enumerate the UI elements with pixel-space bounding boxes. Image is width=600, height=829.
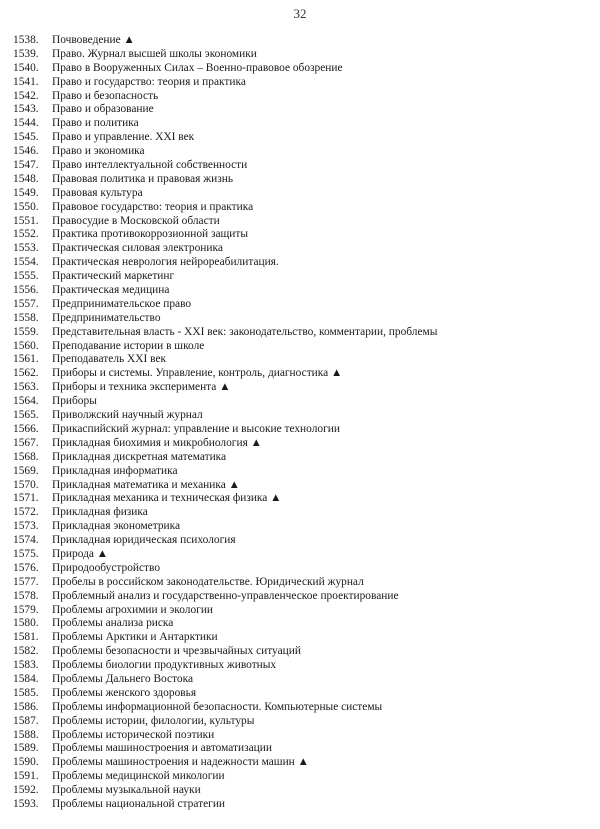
entry-number: 1556. <box>13 284 39 297</box>
list-item <box>13 729 588 743</box>
entry-title: Практический маркетинг <box>52 270 175 283</box>
entry-title: Практическая неврология нейрореабилитация. <box>52 256 279 269</box>
entry-number: 1570. <box>13 478 39 491</box>
list-item <box>13 673 588 687</box>
entry-title: Природообустройство <box>52 561 161 574</box>
entry-number: 1584. <box>13 672 39 685</box>
entry-number: 1579. <box>13 603 39 616</box>
entry-title: Практика противокоррозионной защиты <box>52 228 249 241</box>
entry-title: Приборы и системы. Управление, контроль, диагностика ▲ <box>52 367 343 380</box>
entry-number: 1572. <box>13 506 39 519</box>
entry-number: 1576. <box>13 561 39 574</box>
entry-title: Право и экономика <box>52 145 145 158</box>
list-item <box>13 145 588 159</box>
entry-title: Проблемы истории, филологии, культуры <box>52 714 255 727</box>
list-item <box>13 534 588 548</box>
entry-number: 1592. <box>13 784 39 797</box>
entry-number: 1562. <box>13 367 39 380</box>
list-item <box>13 590 588 604</box>
entry-number: 1554. <box>13 256 39 269</box>
list-item <box>13 409 588 423</box>
entry-title: Представительная власть - XXI век: законодательство, комментарии, проблемы <box>52 325 438 338</box>
list-item <box>13 353 588 367</box>
entry-number: 1563. <box>13 381 39 394</box>
entry-number: 1582. <box>13 645 39 658</box>
entry-title: Почвоведение ▲ <box>52 34 135 46</box>
journal-list <box>13 34 588 812</box>
entry-number: 1575. <box>13 547 39 560</box>
entry-title: Правовое государство: теория и практика <box>52 200 254 213</box>
entry-number: 1539. <box>13 47 39 60</box>
page-number: 32 <box>293 6 307 21</box>
list-item <box>13 423 588 437</box>
entry-title: Прикаспийский журнал: управление и высокие технологии <box>52 422 340 435</box>
entry-title: Природа ▲ <box>52 547 109 560</box>
list-item <box>13 784 588 798</box>
entry-number: 1560. <box>13 339 39 352</box>
entry-number: 1568. <box>13 450 39 463</box>
entry-number: 1550. <box>13 200 39 213</box>
list-item <box>13 312 588 326</box>
list-item <box>13 617 588 631</box>
entry-title: Проблемы Дальнего Востока <box>52 672 194 685</box>
list-item <box>13 131 588 145</box>
list-item <box>13 215 588 229</box>
entry-number: 1591. <box>13 770 39 783</box>
entry-title: Проблемы машиностроения и надежности машин ▲ <box>52 756 309 769</box>
entry-number: 1540. <box>13 61 39 74</box>
entry-number: 1566. <box>13 422 39 435</box>
list-item <box>13 562 588 576</box>
list-item <box>13 645 588 659</box>
entry-number: 1551. <box>13 214 39 227</box>
list-item <box>13 798 588 812</box>
list-item <box>13 631 588 645</box>
entry-number: 1538. <box>13 34 39 46</box>
entry-title: Правосудие в Московской области <box>52 214 220 227</box>
list-item <box>13 381 588 395</box>
entry-title: Проблемный анализ и государственно-управленческое проектирование <box>52 589 399 602</box>
list-item <box>13 479 588 493</box>
entry-title: Прикладная биохимия и микробиология ▲ <box>52 436 262 449</box>
entry-title: Проблемы национальной стратегии <box>52 797 226 810</box>
entry-number: 1565. <box>13 409 39 422</box>
entry-number: 1574. <box>13 534 39 547</box>
list-item <box>13 298 588 312</box>
entry-title: Пробелы в российском законодательстве. Юридический журнал <box>52 575 364 588</box>
entry-number: 1544. <box>13 117 39 130</box>
entry-title: Приволжский научный журнал <box>52 409 203 422</box>
list-item <box>13 62 588 76</box>
list-item <box>13 451 588 465</box>
entry-number: 1545. <box>13 131 39 144</box>
list-item <box>13 548 588 562</box>
entry-number: 1587. <box>13 714 39 727</box>
list-item <box>13 187 588 201</box>
list-item <box>13 201 588 215</box>
entry-number: 1546. <box>13 145 39 158</box>
entry-title: Прикладная эконометрика <box>52 520 181 533</box>
entry-title: Предпринимательское право <box>52 297 192 310</box>
entry-number: 1573. <box>13 520 39 533</box>
entry-title: Проблемы медицинской микологии <box>52 770 225 783</box>
entry-number: 1561. <box>13 353 39 366</box>
entry-title: Проблемы биологии продуктивных животных <box>52 659 277 672</box>
entry-number: 1580. <box>13 617 39 630</box>
entry-number: 1559. <box>13 325 39 338</box>
entry-title: Проблемы Арктики и Антарктики <box>52 631 218 644</box>
entry-title: Проблемы женского здоровья <box>52 686 197 699</box>
list-item <box>13 326 588 340</box>
list-item <box>13 367 588 381</box>
list-item <box>13 242 588 256</box>
list-item <box>13 76 588 90</box>
entry-title: Прикладная дискретная математика <box>52 450 227 463</box>
entry-title: Прикладная физика <box>52 506 148 519</box>
entry-number: 1583. <box>13 659 39 672</box>
entry-title: Проблемы безопасности и чрезвычайных ситуаций <box>52 645 301 658</box>
entry-number: 1586. <box>13 700 39 713</box>
entry-number: 1549. <box>13 186 39 199</box>
entry-title: Право и безопасность <box>52 89 159 102</box>
entry-number: 1553. <box>13 242 39 255</box>
list-item <box>13 395 588 409</box>
list-item <box>13 117 588 131</box>
list-item <box>13 770 588 784</box>
list-item <box>13 173 588 187</box>
entry-number: 1588. <box>13 728 39 741</box>
list-item <box>13 34 588 48</box>
list-item <box>13 340 588 354</box>
entry-title: Прикладная информатика <box>52 464 178 477</box>
entry-title: Проблемы агрохимии и экологии <box>52 603 214 616</box>
list-item <box>13 103 588 117</box>
list-item <box>13 90 588 104</box>
entry-number: 1543. <box>13 103 39 116</box>
entry-title: Приборы и техника эксперимента ▲ <box>52 381 231 394</box>
entry-title: Преподаватель XXI век <box>52 353 167 366</box>
entry-title: Прикладная математика и механика ▲ <box>52 478 240 491</box>
list-item <box>13 520 588 534</box>
entry-title: Право и политика <box>52 117 139 130</box>
entry-title: Прикладная механика и техническая физика ▲ <box>52 492 282 505</box>
list-item <box>13 756 588 770</box>
entry-number: 1577. <box>13 575 39 588</box>
entry-number: 1558. <box>13 311 39 324</box>
list-item <box>13 576 588 590</box>
entry-title: Право и образование <box>52 103 154 116</box>
entry-title: Практическая силовая электроника <box>52 242 223 255</box>
entry-number: 1555. <box>13 270 39 283</box>
entry-number: 1542. <box>13 89 39 102</box>
entry-title: Проблемы анализа риска <box>52 617 174 630</box>
list-item <box>13 701 588 715</box>
entry-number: 1593. <box>13 797 39 810</box>
entry-number: 1548. <box>13 172 39 185</box>
list-item <box>13 742 588 756</box>
entry-title: Преподавание истории в школе <box>52 339 205 352</box>
entry-number: 1552. <box>13 228 39 241</box>
entry-title: Приборы <box>52 395 97 408</box>
entry-title: Проблемы исторической поэтики <box>52 728 215 741</box>
list-item <box>13 437 588 451</box>
list-item <box>13 270 588 284</box>
list-item <box>13 715 588 729</box>
entry-title: Право и управление. XXI век <box>52 131 195 144</box>
list-item <box>13 48 588 62</box>
entry-number: 1564. <box>13 395 39 408</box>
entry-number: 1578. <box>13 589 39 602</box>
entry-number: 1541. <box>13 75 39 88</box>
entry-title: Право. Журнал высшей школы экономики <box>52 47 257 60</box>
entry-title: Проблемы машиностроения и автоматизации <box>52 742 272 755</box>
list-item <box>13 492 588 506</box>
entry-number: 1585. <box>13 686 39 699</box>
entry-title: Предпринимательство <box>52 311 161 324</box>
entry-title: Правовая политика и правовая жизнь <box>52 172 234 185</box>
entry-number: 1571. <box>13 492 39 505</box>
entry-title: Практическая медицина <box>52 284 170 297</box>
entry-title: Право в Вооруженных Силах – Военно-правовое обозрение <box>52 61 343 74</box>
list-item <box>13 687 588 701</box>
list-item <box>13 284 588 298</box>
entry-number: 1547. <box>13 159 39 172</box>
entry-title: Проблемы информационной безопасности. Компьютерные системы <box>52 700 383 713</box>
entry-number: 1590. <box>13 756 39 769</box>
entry-number: 1557. <box>13 297 39 310</box>
list-item <box>13 465 588 479</box>
entry-title: Право интеллектуальной собственности <box>52 159 248 172</box>
entry-title: Прикладная юридическая психология <box>52 534 236 547</box>
list-item <box>13 604 588 618</box>
list-item <box>13 228 588 242</box>
list-item <box>13 659 588 673</box>
list-item <box>13 159 588 173</box>
list-item <box>13 506 588 520</box>
entry-title: Проблемы музыкальной науки <box>52 784 201 797</box>
entry-title: Право и государство: теория и практика <box>52 75 246 88</box>
entry-number: 1581. <box>13 631 39 644</box>
list-item <box>13 256 588 270</box>
entry-number: 1567. <box>13 436 39 449</box>
entry-number: 1589. <box>13 742 39 755</box>
entry-number: 1569. <box>13 464 39 477</box>
entry-title: Правовая культура <box>52 186 143 199</box>
